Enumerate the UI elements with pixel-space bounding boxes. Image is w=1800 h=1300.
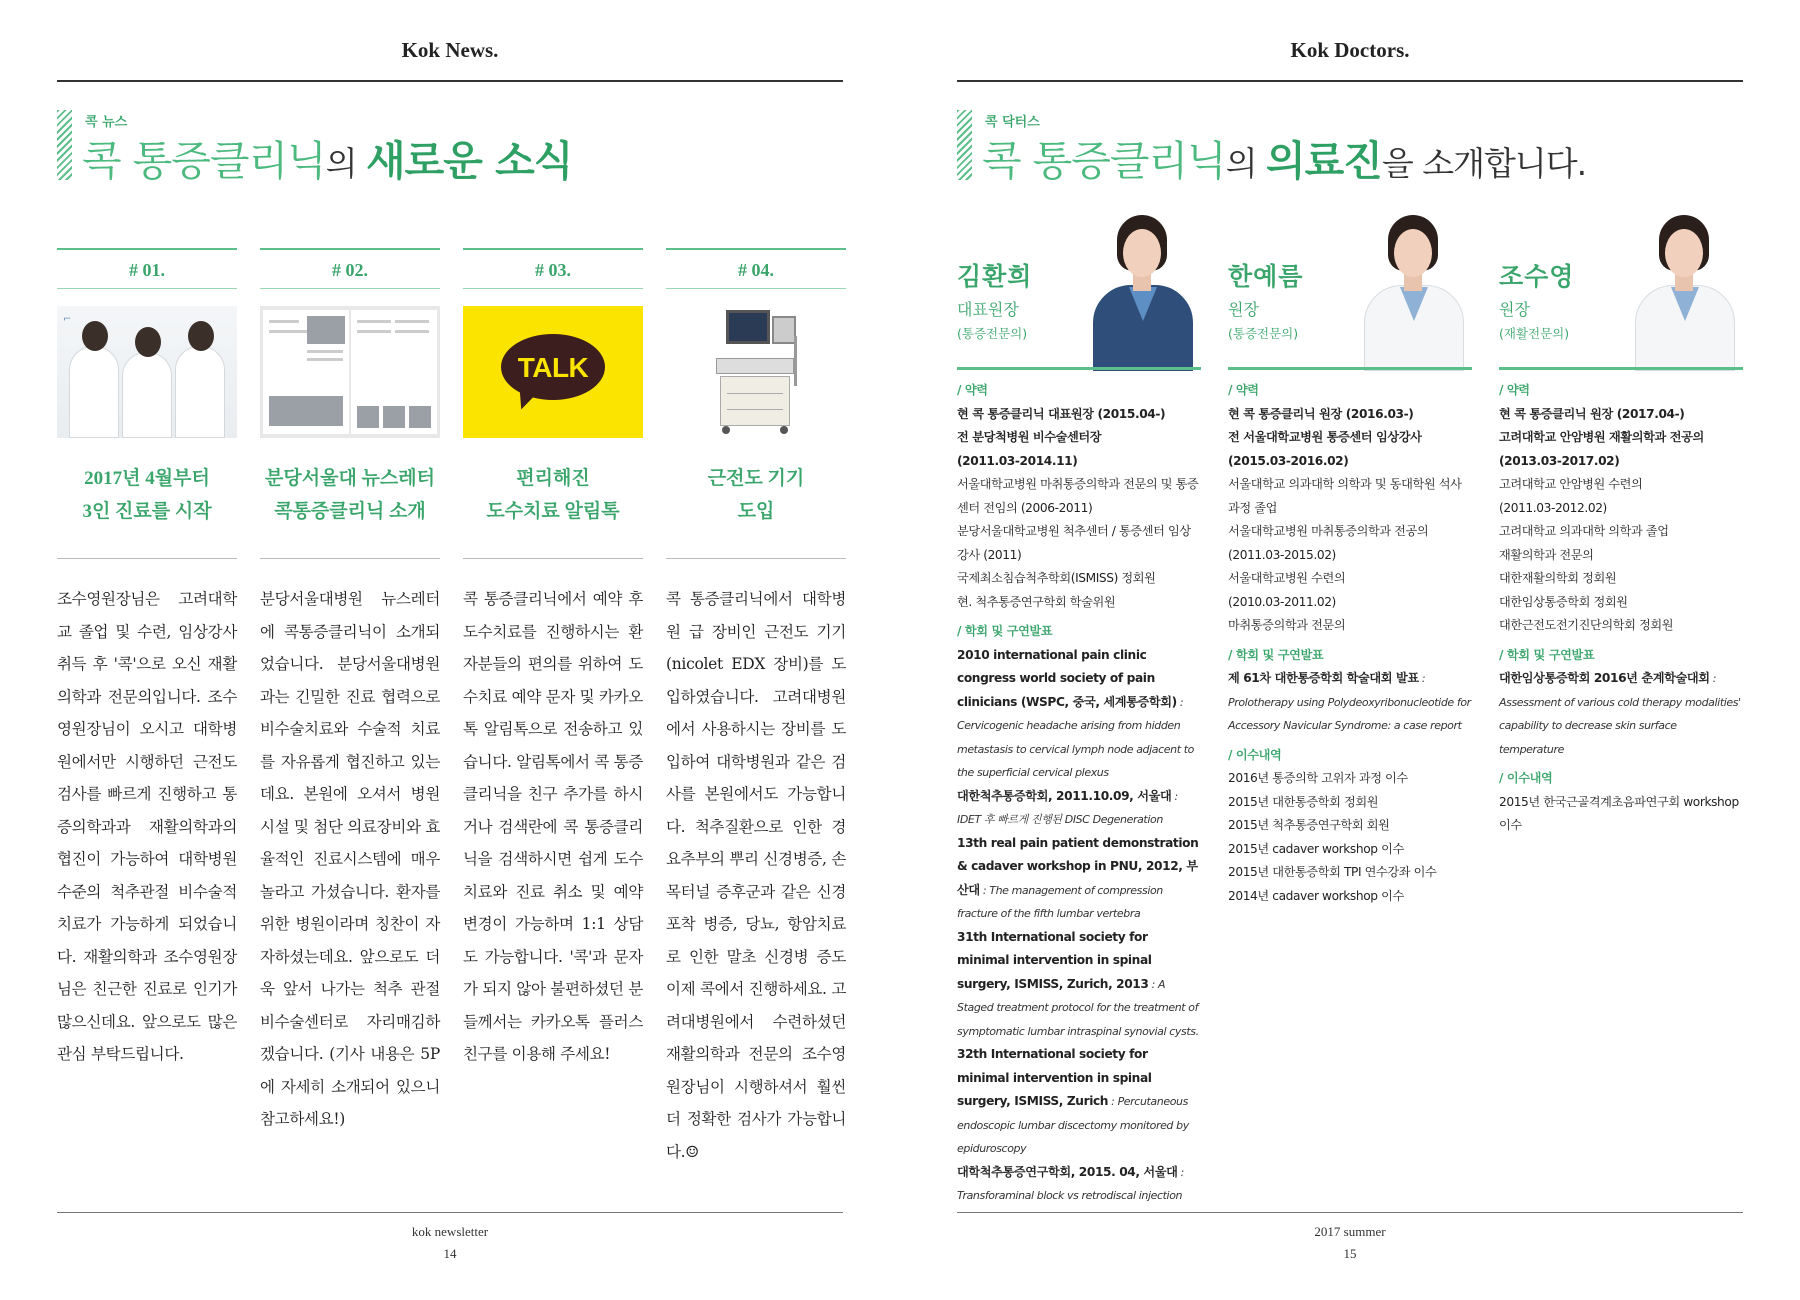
magazine-photo xyxy=(383,406,405,428)
doctor-info-line xyxy=(1228,885,1472,909)
magazine-text-line xyxy=(357,320,391,323)
machine-desk xyxy=(716,358,794,374)
news-sub-rule xyxy=(260,288,440,289)
doctor-name: 김환희 xyxy=(957,262,1033,291)
doctor-info-line xyxy=(1228,403,1472,427)
doctor-info-text: 전 서울대학교병원 통증센터 임상강사 xyxy=(1228,430,1422,444)
news-caption-line: 근전도 기기 xyxy=(707,468,805,489)
magazine-photo xyxy=(269,396,343,426)
doctor-rule xyxy=(1228,367,1472,370)
news-body: 콕 통증클리닉에서 예약 후 도수치료를 진행하시는 환자분들의 편의를 위하여 도수치료 예약 문자 및 카카오톡 알림톡으로 전송하고 있습니다. 알림톡에서 콕 통증클리닉을 친구 추가를 하시거나 검색란에 콕 통증클리닉을 검색하시면 쉽게 도수치료와 진료 취소 및 예약 변경이 가능하며 1:1 상담도 가능합니다. '콕'과 문자가 되지 않아 불편하셨던 분들께서는 카카오톡 플러스친구를 이용해 주세요! xyxy=(463,590,643,1063)
doctor-info-line xyxy=(957,1161,1201,1208)
footer-rule xyxy=(957,1212,1743,1213)
right-page xyxy=(900,0,1800,1300)
cabinet-line xyxy=(727,409,783,410)
news-sub-rule xyxy=(463,288,643,289)
doctor-info-line xyxy=(1228,861,1472,885)
doctor-info-line xyxy=(1499,791,1743,838)
doctor-info-text: 현 콕 통증클리닉 대표원장 (2015.04-) xyxy=(957,406,1166,421)
machine-wheel xyxy=(780,426,788,434)
three-doctors-photo xyxy=(57,306,237,438)
magazine-text-line xyxy=(269,330,309,333)
doctor-jo-photo xyxy=(1635,215,1735,371)
doctor-info xyxy=(1499,379,1743,838)
news-body: 분당서울대병원 뉴스레터에 콕통증클리닉이 소개되었습니다. 분당서울대병원과는 긴밀한 진료 협력으로 비수술치료와 수술적 치료를 자유롭게 협진하고 있는데요. 본원에 오셔서 병원 시설 및 첨단 의료장비와 효율적인 진료시스템에 매우 놀라고 가셨습니다. 환자를 위한 병원이라며 칭찬이 자자하셨는데요. 앞으로도 더욱 앞서 나가는 척추 관절 비수술센터로 자리매김하겠습니다. (기사 내용은 5P에 자세히 소개되어 있으니 참고하세요!) xyxy=(260,590,440,1128)
kakao-talk-logo xyxy=(463,306,643,438)
photo-figure-head xyxy=(135,327,161,357)
doctor-info-italic: : Transforaminal block vs retrodiscal injection xyxy=(957,1165,1184,1202)
doctor-role: 원장 xyxy=(1228,300,1259,319)
doctor-info-text: 2015년 척추통증연구학회 회원 xyxy=(1228,818,1390,832)
news-caption-rule xyxy=(260,558,440,559)
photo-face xyxy=(1665,229,1703,277)
doctor-info-line xyxy=(957,403,1201,427)
doctor-name: 조수영 xyxy=(1499,262,1575,291)
section-kicker: 콕 닥터스 xyxy=(985,115,1040,130)
doctor-info-text: (2011.03-2014.11) xyxy=(957,453,1078,468)
doctor-info-line xyxy=(1499,667,1743,761)
left-page-header: Kok News. xyxy=(401,38,499,62)
doctor-info-text: 현 콕 통증클리닉 원장 (2017.04-) xyxy=(1499,406,1685,421)
newsletter-magazine-spread xyxy=(260,306,440,438)
photo-figure xyxy=(69,346,119,438)
page-number: 15 xyxy=(1343,1246,1357,1261)
right-page-header: Kok Doctors. xyxy=(1290,38,1410,62)
section-kicker: 콕 뉴스 xyxy=(85,115,128,130)
news-item-4 xyxy=(666,248,846,1168)
doctor-info-italic: : The management of compression fracture of the fifth lumbar vertebra xyxy=(957,883,1163,920)
doctor-info-text: 서울대학교병원 마취통증의학과 전문의 및 통증센터 전임의 (2006-2011) xyxy=(957,477,1199,515)
doctor-info-line xyxy=(1228,767,1472,791)
photo-figure xyxy=(122,352,172,438)
doctor-info-line xyxy=(957,926,1201,1044)
doctor-info-text: 제 61차 대한통증학회 학술대회 발표 xyxy=(1228,671,1419,685)
doctor-info-line xyxy=(957,450,1201,474)
magazine-text-line xyxy=(269,320,299,323)
news-caption-line: 편리해진 xyxy=(516,468,590,489)
footer-title: kok newsletter xyxy=(411,1224,489,1239)
doctor-info-text: 31th International society for minimal intervention in spinal surgery, ISMISS, Zurich, 2013 xyxy=(957,929,1152,991)
doctor-info-line xyxy=(1499,544,1743,568)
header-rule xyxy=(957,80,1743,82)
doctor-info xyxy=(957,379,1201,1208)
doctor-info-line xyxy=(1228,791,1472,815)
doctor-info-text: 현 콕 통증클리닉 원장 (2016.03-) xyxy=(1228,406,1414,421)
doctor-info-line xyxy=(1499,403,1743,427)
title-stripes-decoration xyxy=(57,110,72,180)
doctor-info-text: 대한척추통증학회, 2011.10.09, 서울대 xyxy=(957,788,1172,803)
doctor-info-line xyxy=(957,426,1201,450)
doctor-info-line xyxy=(1228,473,1472,520)
doctor-rule xyxy=(1499,367,1743,370)
machine-cabinet xyxy=(720,376,790,426)
doctor-info-line xyxy=(1499,591,1743,615)
news-sub-rule xyxy=(666,288,846,289)
doctor-info-text: 2015년 대한통증학회 TPI 연수강좌 이수 xyxy=(1228,865,1437,879)
news-number: # 02. xyxy=(332,260,368,280)
news-caption xyxy=(57,462,237,532)
doctor-info-line xyxy=(957,1043,1201,1161)
doctor-info-line xyxy=(1228,520,1472,567)
doctor-info-line xyxy=(1228,450,1472,474)
doctor-section-title: / 학회 및 구연발표 xyxy=(957,624,1053,638)
doctor-info-line xyxy=(957,591,1201,615)
doctor-info-text: 2015년 한국근골격계초음파연구회 workshop 이수 xyxy=(1499,794,1739,832)
emg-machine-photo xyxy=(666,306,846,438)
doctor-section-title: / 학회 및 구연발표 xyxy=(1499,647,1595,662)
header-rule xyxy=(57,80,843,82)
doctor-section-title: / 이수내역 xyxy=(1228,747,1282,762)
magazine-photo xyxy=(357,406,379,428)
doctor-info-text: 고려대학교 안암병원 재활의학과 전공의 xyxy=(1499,430,1704,444)
doctor-info-text: 서울대학교병원 수련의 xyxy=(1228,571,1346,585)
doctor-info-line xyxy=(1228,426,1472,450)
magazine-text-line xyxy=(307,358,343,361)
doctor-rule xyxy=(957,367,1201,370)
magazine-text-line xyxy=(357,330,391,333)
photo-face xyxy=(1123,229,1161,277)
title-part-4: 을 소개합니다. xyxy=(1381,144,1587,183)
machine-wheel xyxy=(722,426,730,434)
news-caption xyxy=(666,462,846,532)
doctor-info-line xyxy=(1499,426,1743,450)
doctor-info-line xyxy=(957,832,1201,926)
doctor-info-text: 고려대학교 의과대학 의학과 졸업 xyxy=(1499,524,1669,538)
doctor-info-line xyxy=(1499,473,1743,497)
doctor-info-italic: : Percutaneous endoscopic lumbar discectomy monitored by epiduroscopy xyxy=(957,1095,1189,1155)
doctor-info-text: 대한임상통증학회 정회원 xyxy=(1499,594,1628,609)
title-part-2: 의 xyxy=(1225,144,1267,183)
doctor-info-text: 서울대학교 의과대학 의학과 및 동대학원 석사과정 졸업 xyxy=(1228,477,1462,515)
doctor-info-italic: : Cervicogenic headache arising from hidden metastasis to cervical lymph node adjacent to the superficial cervical plexus xyxy=(957,695,1194,779)
title-stripes-decoration xyxy=(957,110,972,180)
doctor-info-text: 마취통증의학과 전문의 xyxy=(1228,618,1346,632)
doctor-info-text: 대학척추통증연구학회, 2015. 04, 서울대 xyxy=(957,1164,1178,1179)
news-sub-rule xyxy=(57,288,237,289)
photo-face xyxy=(1394,229,1432,277)
doctor-info-text: 고려대학교 안암병원 수련의 xyxy=(1499,477,1643,491)
doctor-info-line xyxy=(1499,497,1743,521)
doctor-name: 한예름 xyxy=(1228,262,1304,291)
news-body: 조수영원장님은 고려대학교 졸업 및 수련, 임상강사취득 후 '콕'으로 오신 재활의학과 전문의입니다. 조수영원장님이 오시고 대학병원에서만 시행하던 근전도검사를 빠르게 진행하고 통증의학과과 재활의학과의 협진이 가능하여 대학병원 수준의 척추관절 비수술적 치료가 가능하게 되었습니다. 재활의학과 조수영원장님은 친근한 진료로 인기가 많으신데요. 앞으로도 많은 관심 부탁드립니다. xyxy=(57,590,237,1063)
doctor-role: 대표원장 xyxy=(957,300,1019,319)
doctor-info-line xyxy=(1499,614,1743,638)
doctor-info-line xyxy=(1499,520,1743,544)
doctor-info-text: 2016년 통증의학 고위자 과정 이수 xyxy=(1228,771,1408,785)
news-caption-line: 도입 xyxy=(737,501,775,522)
magazine-text-line xyxy=(307,350,343,353)
doctor-han-photo xyxy=(1364,215,1464,371)
doctor-info-line xyxy=(1228,838,1472,862)
photo-collar xyxy=(1671,287,1699,321)
cabinet-line xyxy=(727,393,783,394)
news-number: # 04. xyxy=(738,260,774,280)
doctor-info-text: 32th International society for minimal intervention in spinal surgery, ISMISS, Zurich xyxy=(957,1047,1152,1108)
doctor-info-line xyxy=(957,785,1201,832)
magazine-photo xyxy=(409,406,431,428)
doctor-role: 원장 xyxy=(1499,300,1530,319)
news-body: 콕 통증클리닉에서 대학병원 급 장비인 근전도 기기(nicolet EDX 장비)를 도입하였습니다. 고려대병원에서 사용하시는 장비를 도입하여 대학병원과 같은 검사를 본원에서도 가능합니다. 척추질환으로 인한 경 요추부의 뿌리 신경병증, 손목터널 증후군과 같은 신경 포착 병증, 당뇨, 항암치료로 인한 말초 신경병 증도 이제 콕에서 진행하세요. 고려대병원에서 수련하셨던 재활의학과 전문의 조수영 원장님이 시행하셔서 훨씬 더 정확한 검사가 가능합니다.☺ xyxy=(666,590,846,1161)
title-part-1: 콕 통증클리닉 xyxy=(82,137,326,185)
doctor-info-line xyxy=(957,567,1201,591)
talk-logo-text: TALK xyxy=(517,352,589,383)
news-item-2 xyxy=(260,248,440,1136)
doctor-info-text: 2010 international pain clinic congress world society of pain clinicians (WSPC, 중국, 세계통증학회) xyxy=(957,647,1177,709)
footer-title: 2017 summer xyxy=(1314,1224,1386,1239)
machine-monitor xyxy=(726,310,770,344)
magazine-right-page xyxy=(351,310,437,434)
doctor-section-title: / 약력 xyxy=(957,383,988,397)
photo-figure-head xyxy=(82,321,108,351)
doctor-section-title: / 약력 xyxy=(1228,383,1259,397)
doctor-info-text: (2010.03-2011.02) xyxy=(1228,594,1336,609)
doctor-kim-photo xyxy=(1093,215,1193,371)
footer-rule xyxy=(57,1212,843,1213)
doctor-info-line xyxy=(1228,814,1472,838)
title-part-2: 의 xyxy=(325,144,367,183)
title-part-3: 새로운 소식 xyxy=(366,137,573,185)
news-caption-line: 도수치료 알림톡 xyxy=(486,501,620,522)
page-title xyxy=(82,128,572,187)
news-caption-rule xyxy=(57,558,237,559)
news-item-3 xyxy=(463,248,643,1071)
doctor-specialty: (통증전문의) xyxy=(1228,326,1299,341)
news-caption-line: 분당서울대 뉴스레터 xyxy=(265,468,435,489)
news-caption-line: 3인 진료를 시작 xyxy=(82,501,212,522)
title-part-3: 의료진 xyxy=(1266,137,1382,185)
doctor-info-text: 전 분당척병원 비수술센터장 xyxy=(957,430,1102,444)
news-caption-line: 콕통증클리닉 소개 xyxy=(274,501,426,522)
doctor-info-italic: : Assessment of various cold therapy modalities' capability to decrease skin surface temperature xyxy=(1499,672,1741,756)
doctor-info-italic: : IDET 후 빠르게 진행된 DISC Degeneration xyxy=(957,789,1178,826)
doctor-info-line xyxy=(957,473,1201,520)
doctor-info-text: (2013.03-2017.02) xyxy=(1499,453,1620,468)
machine-side-monitor xyxy=(772,316,796,344)
doctor-info-text: 현. 척추통증연구학회 학술위원 xyxy=(957,594,1116,609)
news-caption xyxy=(260,462,440,532)
news-item-1 xyxy=(57,248,237,1071)
doctor-info-text: 재활의학과 전문의 xyxy=(1499,547,1594,562)
doctor-info-line xyxy=(1499,567,1743,591)
news-caption-rule xyxy=(666,558,846,559)
doctor-section-title: / 이수내역 xyxy=(1499,771,1553,785)
doctor-info-text: 국제최소침습척추학회(ISMISS) 정회원 xyxy=(957,571,1156,585)
doctor-info-text: 대한근전도전기진단의학회 정회원 xyxy=(1499,618,1674,632)
news-number: # 03. xyxy=(535,260,571,280)
magazine-photo xyxy=(307,316,345,344)
magazine-left-page xyxy=(263,310,349,434)
news-number: # 01. xyxy=(129,260,165,280)
doctor-info-italic: : Prolotherapy using Polydeoxyribonucleotide for Accessory Navicular Syndrome: a case report xyxy=(1228,672,1471,732)
news-caption xyxy=(463,462,643,532)
doctor-info-text: 2014년 cadaver workshop 이수 xyxy=(1228,888,1404,903)
photo-collar xyxy=(1400,287,1428,321)
photo-figure xyxy=(175,346,225,438)
photo-collar xyxy=(1129,287,1157,321)
doctor-info-text: 13th real pain patient demonstration & cadaver workshop in PNU, 2012, 부산대 xyxy=(957,835,1199,897)
doctor-info-line xyxy=(1228,567,1472,591)
doctor-specialty: (통증전문의) xyxy=(957,326,1028,341)
news-caption-rule xyxy=(463,558,643,559)
doctor-info-line xyxy=(1228,591,1472,615)
doctor-info-text: 분당서울대학교병원 척추센터 / 통증센터 임상강사 (2011) xyxy=(957,524,1191,562)
doctor-info-line xyxy=(1228,667,1472,738)
doctor-info-text: 대한임상통증학회 2016년 춘계학술대회 xyxy=(1499,671,1710,685)
photo-figure-head xyxy=(188,321,214,351)
photo-logo-mark: ⌐ xyxy=(63,314,72,325)
doctor-info-line xyxy=(1228,614,1472,638)
doctor-info-text: (2015.03-2016.02) xyxy=(1228,453,1349,468)
doctor-section-title: / 학회 및 구연발표 xyxy=(1228,647,1324,662)
doctor-info-text: 대한재활의학회 정회원 xyxy=(1499,571,1617,585)
doctor-info-text: 2015년 대한통증학회 정회원 xyxy=(1228,794,1379,809)
page-title xyxy=(982,128,1586,187)
doctor-info-italic: : A Staged treatment protocol for the treatment of symptomatic lumbar intraspinal synovial cysts. xyxy=(957,977,1199,1038)
magazine-text-line xyxy=(395,320,429,323)
doctor-info-line xyxy=(957,644,1201,785)
magazine-text-line xyxy=(395,330,429,333)
doctor-info-line xyxy=(1499,450,1743,474)
page-number: 14 xyxy=(443,1246,457,1261)
doctor-section-title: / 약력 xyxy=(1499,383,1530,397)
doctor-info-line xyxy=(957,520,1201,567)
title-part-1: 콕 통증클리닉 xyxy=(982,137,1226,185)
doctor-info-text: 2015년 cadaver workshop 이수 xyxy=(1228,841,1404,856)
doctor-info-text: 서울대학교병원 마취통증의학과 전공의 (2011.03-2015.02) xyxy=(1228,524,1429,562)
doctor-info-text: (2011.03-2012.02) xyxy=(1499,500,1607,515)
doctor-specialty: (재활전문의) xyxy=(1499,326,1570,341)
machine-arm xyxy=(794,336,797,386)
doctor-info xyxy=(1228,379,1472,908)
news-caption-line: 2017년 4월부터 xyxy=(84,468,210,489)
